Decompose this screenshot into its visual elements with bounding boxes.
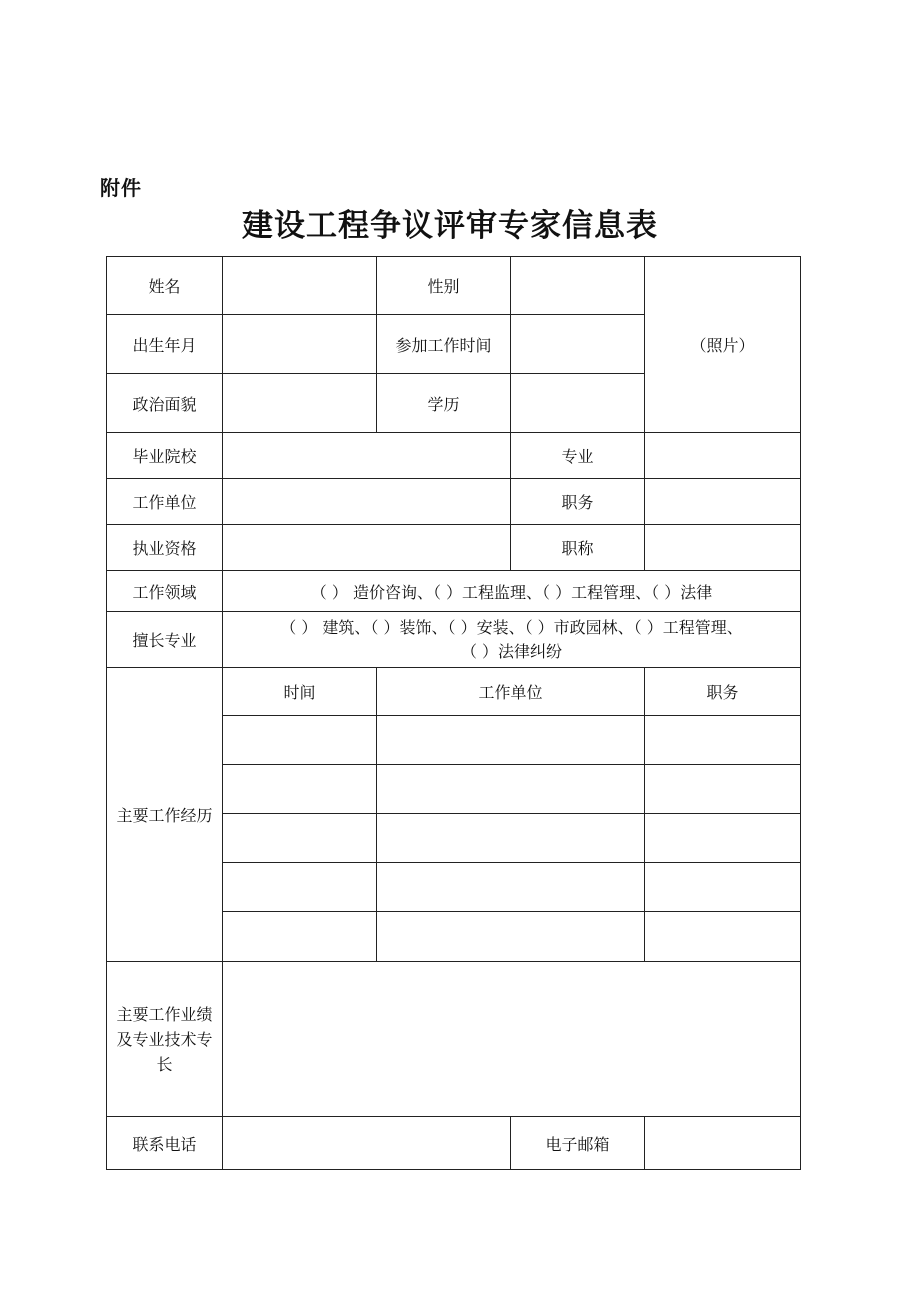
history-row-4-employer[interactable] [377,863,645,912]
major-label: 专业 [511,433,645,479]
political-field[interactable] [223,374,377,433]
qualification-field[interactable] [223,525,511,571]
birth-field[interactable] [223,315,377,374]
history-row-2-employer[interactable] [377,765,645,814]
title-rank-label: 职称 [511,525,645,571]
gender-field[interactable] [511,257,645,315]
employer-label: 工作单位 [107,479,223,525]
work-field-options[interactable]: （ ） 造价咨询、（ ）工程监理、（ ）工程管理、（ ）法律 [223,571,801,612]
major-field[interactable] [645,433,801,479]
expert-info-form [106,256,801,1170]
history-row-3-time[interactable] [223,814,377,863]
phone-field[interactable] [223,1117,511,1170]
history-header-employer: 工作单位 [377,668,645,716]
email-label: 电子邮箱 [511,1117,645,1170]
email-field[interactable] [645,1117,801,1170]
name-field[interactable] [223,257,377,315]
political-label: 政治面貌 [107,374,223,433]
history-row-3-employer[interactable] [377,814,645,863]
education-field[interactable] [511,374,645,433]
history-row-5-employer[interactable] [377,912,645,962]
history-row-5-time[interactable] [223,912,377,962]
history-row-1-position[interactable] [645,716,801,765]
gender-label: 性别 [377,257,511,315]
photo-area[interactable]: （照片） [645,257,801,433]
employer-field[interactable] [223,479,511,525]
history-label: 主要工作经历 [107,668,223,962]
title-rank-field[interactable] [645,525,801,571]
history-row-4-time[interactable] [223,863,377,912]
history-row-3-position[interactable] [645,814,801,863]
form-title: 建设工程争议评审专家信息表 [242,208,658,244]
phone-label: 联系电话 [107,1117,223,1170]
school-label: 毕业院校 [107,433,223,479]
history-row-2-time[interactable] [223,765,377,814]
specialty-options-line1: （ ） 建筑、（ ）装饰、（ ）安装、（ ）市政园林、（ ）工程管理、 [280,617,743,637]
position-field[interactable] [645,479,801,525]
birth-label: 出生年月 [107,315,223,374]
school-field[interactable] [223,433,511,479]
specialty-label: 擅长专业 [107,612,223,668]
history-row-1-employer[interactable] [377,716,645,765]
qualification-label: 执业资格 [107,525,223,571]
work-field-label: 工作领域 [107,571,223,612]
education-label: 学历 [377,374,511,433]
performance-label: 主要工作业绩及专业技术专长 [107,962,223,1117]
work-start-label: 参加工作时间 [377,315,511,374]
history-row-1-time[interactable] [223,716,377,765]
history-header-position: 职务 [645,668,801,716]
work-start-field[interactable] [511,315,645,374]
history-header-time: 时间 [223,668,377,716]
specialty-options-line2: （ ）法律纠纷 [460,641,563,661]
attachment-label: 附件 [100,176,142,200]
history-row-5-position[interactable] [645,912,801,962]
specialty-options[interactable] [223,612,801,668]
position-label: 职务 [511,479,645,525]
history-row-4-position[interactable] [645,863,801,912]
performance-field[interactable] [223,962,801,1117]
name-label: 姓名 [107,257,223,315]
history-row-2-position[interactable] [645,765,801,814]
